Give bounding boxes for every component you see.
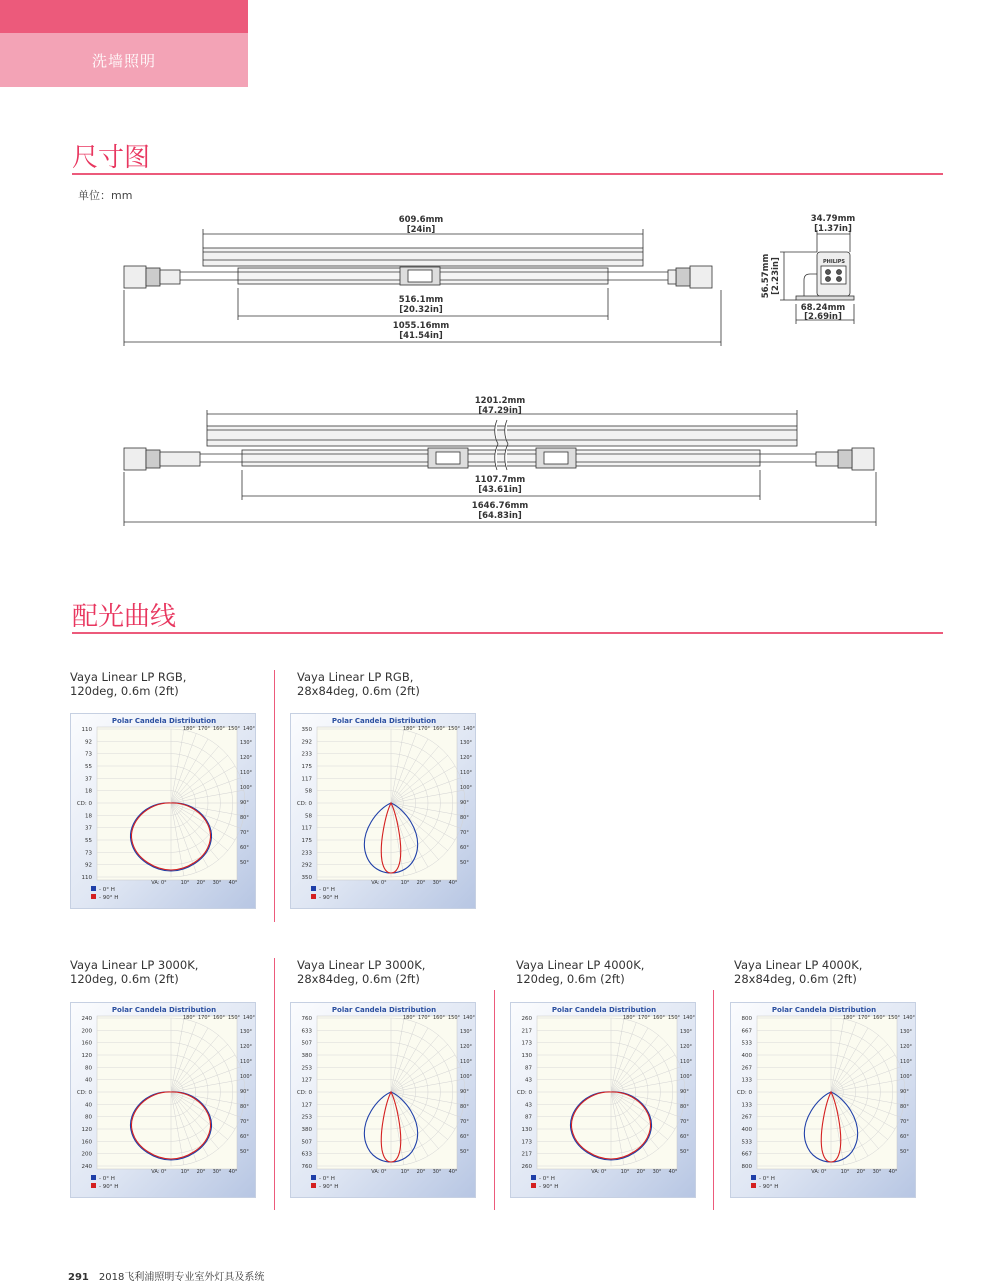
angle-label: VA: 0° [811, 1169, 827, 1175]
angle-label: 100° [900, 1074, 913, 1080]
cd-tick-label: 200 [81, 1151, 92, 1158]
cd-tick-label: 760 [301, 1164, 312, 1170]
angle-label: 180° [402, 726, 416, 732]
legend-label: - 0° H [319, 1176, 335, 1182]
angle-label: 20° [636, 1169, 646, 1175]
polar-chart [291, 714, 477, 910]
cd-tick-label: 240 [81, 1016, 92, 1022]
chart-caption [734, 958, 934, 986]
chart-title: Polar Candela Distribution [111, 1006, 217, 1014]
cd-tick-label: 217 [521, 1028, 532, 1035]
cd-tick-label: 40 [85, 1102, 92, 1109]
dim1-bot-in: [41.54in] [399, 331, 443, 341]
cd-tick-label: 92 [85, 862, 92, 869]
page-number: 291 [68, 1272, 89, 1283]
cd-tick-label: 127 [301, 1077, 312, 1084]
angle-label: 160° [872, 1015, 886, 1021]
chart-caption-line2: 120deg, 0.6m (2ft) [70, 684, 179, 698]
angle-label: 30° [432, 1169, 442, 1175]
angle-label: 10° [400, 1169, 410, 1175]
legend-label: - 0° H [99, 887, 115, 893]
angle-label: 40° [668, 1169, 678, 1175]
angle-label: 160° [212, 1015, 226, 1021]
separator [274, 958, 275, 1210]
cd-tick-label: CD: 0 [296, 1090, 312, 1096]
cd-tick-label: 667 [741, 1151, 752, 1158]
angle-label: 120° [460, 755, 473, 761]
angle-label: 130° [240, 740, 253, 746]
angle-label: 150° [447, 726, 461, 732]
angle-label: 170° [197, 1015, 211, 1021]
angle-label: 10° [840, 1169, 850, 1175]
angle-label: VA: 0° [591, 1169, 607, 1175]
angle-label: 140° [462, 726, 476, 732]
dim2-bot-mm: 1646.76mm [471, 501, 529, 511]
angle-label: 70° [460, 1119, 469, 1125]
cd-tick-label: 267 [741, 1065, 752, 1072]
angle-label: 90° [680, 1089, 689, 1095]
cd-tick-label: 633 [301, 1028, 312, 1035]
chart-caption-line2: 120deg, 0.6m (2ft) [70, 972, 179, 986]
legend-swatch [751, 1175, 756, 1180]
dim1-base-mm: 68.24mm [800, 303, 846, 313]
photometric-title: 配光曲线 [72, 602, 177, 632]
publication-title: 2018飞利浦照明专业室外灯具及系统 [98, 1272, 265, 1283]
legend-swatch [91, 894, 96, 899]
cd-tick-label: 18 [85, 813, 92, 820]
angle-label: VA: 0° [371, 1169, 387, 1175]
angle-label: 140° [682, 1015, 696, 1021]
chart-caption-line1: Vaya Linear LP 3000K, [70, 958, 199, 972]
angle-label: 20° [856, 1169, 866, 1175]
angle-label: 180° [182, 1015, 196, 1021]
angle-label: 160° [432, 726, 446, 732]
polar-chart-panel [290, 1002, 476, 1198]
dim2-top-mm: 1201.2mm [474, 396, 526, 406]
angle-label: VA: 0° [151, 880, 167, 886]
angle-label: 40° [448, 1169, 458, 1175]
chart-title: Polar Candela Distribution [331, 717, 437, 725]
cd-tick-label: 400 [741, 1127, 752, 1133]
angle-label: 20° [196, 880, 206, 886]
angle-label: 100° [460, 1074, 473, 1080]
chart-title: Polar Candela Distribution [551, 1006, 657, 1014]
chart-title: Polar Candela Distribution [771, 1006, 877, 1014]
chart-caption-line2: 28x84deg, 0.6m (2ft) [297, 972, 420, 986]
dim1-mid-mm: 516.1mm [398, 295, 444, 305]
angle-label: 50° [680, 1149, 689, 1155]
dim2-bot-in: [64.83in] [478, 511, 522, 521]
angle-label: 120° [240, 1044, 253, 1050]
chart-caption-line1: Vaya Linear LP RGB, [297, 670, 414, 684]
angle-label: 40° [228, 1169, 238, 1175]
angle-label: 70° [900, 1119, 909, 1125]
angle-label: 120° [900, 1044, 913, 1050]
dim1-bot-mm: 1055.16mm [392, 321, 450, 331]
angle-label: 130° [460, 740, 473, 746]
angle-label: 50° [240, 860, 249, 866]
polar-chart [291, 1003, 477, 1199]
angle-label: 90° [240, 800, 249, 806]
polar-chart-panel [730, 1002, 916, 1198]
cd-tick-label: 217 [521, 1151, 532, 1158]
angle-label: 140° [242, 1015, 256, 1021]
angle-label: 150° [887, 1015, 901, 1021]
cd-tick-label: CD: 0 [296, 801, 312, 807]
angle-label: 140° [242, 726, 256, 732]
angle-label: 50° [460, 1149, 469, 1155]
cd-tick-label: 233 [301, 751, 312, 758]
cd-tick-label: 173 [521, 1040, 532, 1047]
angle-label: 10° [180, 880, 190, 886]
angle-label: 10° [400, 880, 410, 886]
legend-swatch [311, 1183, 316, 1188]
dim1-mid-in: [20.32in] [399, 305, 443, 315]
cd-tick-label: CD: 0 [76, 1090, 92, 1096]
legend-label: - 90° H [319, 895, 339, 901]
cd-tick-label: 253 [301, 1065, 312, 1072]
cd-tick-label: 267 [741, 1114, 752, 1121]
angle-label: 170° [637, 1015, 651, 1021]
cd-tick-label: 18 [85, 788, 92, 795]
cd-tick-label: 117 [301, 776, 312, 783]
angle-label: 20° [416, 880, 426, 886]
cd-tick-label: CD: 0 [516, 1090, 532, 1096]
angle-label: 180° [842, 1015, 856, 1021]
chart-caption-line2: 120deg, 0.6m (2ft) [516, 972, 625, 986]
cd-tick-label: 633 [301, 1151, 312, 1158]
cd-tick-label: 43 [525, 1102, 532, 1109]
dim1-width-mm: 34.79mm [810, 214, 856, 224]
cd-tick-label: 667 [741, 1028, 752, 1035]
dim1-top-in: [24in] [406, 225, 436, 235]
angle-label: 170° [197, 726, 211, 732]
photometric-rule [72, 632, 943, 634]
legend-swatch [91, 1175, 96, 1180]
cd-tick-label: 175 [301, 838, 312, 844]
angle-label: 30° [432, 880, 442, 886]
chart-caption [516, 958, 716, 986]
dimension-drawing [0, 0, 1000, 540]
legend-label: - 0° H [759, 1176, 775, 1182]
angle-label: 50° [900, 1149, 909, 1155]
angle-label: 40° [448, 880, 458, 886]
legend-label: - 0° H [99, 1176, 115, 1182]
angle-label: 160° [212, 726, 226, 732]
angle-label: 70° [240, 1119, 249, 1125]
legend-swatch [531, 1175, 536, 1180]
angle-label: 110° [900, 1059, 913, 1065]
angle-label: 150° [227, 726, 241, 732]
cd-tick-label: 110 [81, 875, 92, 881]
angle-label: 100° [240, 785, 253, 791]
cd-tick-label: 73 [85, 850, 92, 857]
angle-label: 80° [240, 1104, 249, 1110]
angle-label: 110° [240, 770, 253, 776]
chart-caption-line1: Vaya Linear LP 4000K, [516, 958, 645, 972]
chart-title: Polar Candela Distribution [331, 1006, 437, 1014]
angle-label: 100° [680, 1074, 693, 1080]
angle-label: 30° [212, 880, 222, 886]
angle-label: VA: 0° [151, 1169, 167, 1175]
cd-tick-label: 58 [305, 788, 312, 795]
cd-tick-label: 160 [81, 1139, 92, 1146]
cd-tick-label: 120 [81, 1127, 92, 1133]
dim1-top-mm: 609.6mm [398, 215, 444, 225]
polar-chart [511, 1003, 697, 1199]
cd-tick-label: 160 [81, 1040, 92, 1047]
angle-label: 70° [460, 830, 469, 836]
angle-label: 180° [402, 1015, 416, 1021]
angle-label: 50° [460, 860, 469, 866]
angle-label: 90° [460, 1089, 469, 1095]
legend-swatch [91, 886, 96, 891]
angle-label: 70° [240, 830, 249, 836]
cd-tick-label: 200 [81, 1028, 92, 1035]
chart-caption-line1: Vaya Linear LP RGB, [70, 670, 187, 684]
angle-label: 170° [417, 726, 431, 732]
cd-tick-label: 175 [301, 764, 312, 770]
legend-label: - 90° H [319, 1184, 339, 1190]
polar-chart [71, 1003, 257, 1199]
angle-label: 60° [900, 1134, 909, 1140]
angle-label: 80° [900, 1104, 909, 1110]
chart-caption-line1: Vaya Linear LP 4000K, [734, 958, 863, 972]
angle-label: 20° [196, 1169, 206, 1175]
dimensions-title: 尺寸图 [72, 143, 151, 173]
cd-tick-label: CD: 0 [736, 1090, 752, 1096]
legend-label: - 90° H [99, 895, 119, 901]
angle-label: 90° [900, 1089, 909, 1095]
legend-label: - 90° H [759, 1184, 779, 1190]
cd-tick-label: 292 [301, 862, 312, 869]
cd-tick-label: 120 [81, 1053, 92, 1059]
angle-label: 80° [460, 815, 469, 821]
cd-tick-label: 260 [521, 1164, 532, 1170]
angle-label: 10° [180, 1169, 190, 1175]
angle-label: 30° [212, 1169, 222, 1175]
legend-swatch [91, 1183, 96, 1188]
cd-tick-label: 37 [85, 825, 92, 832]
cd-tick-label: CD: 0 [76, 801, 92, 807]
cd-tick-label: 240 [81, 1164, 92, 1170]
separator [713, 990, 714, 1210]
angle-label: 110° [460, 1059, 473, 1065]
cd-tick-label: 350 [301, 727, 312, 733]
cd-tick-label: 133 [741, 1077, 752, 1084]
cd-tick-label: 58 [305, 813, 312, 820]
cd-tick-label: 133 [741, 1102, 752, 1109]
angle-label: 50° [240, 1149, 249, 1155]
dim2-mid-in: [43.61in] [478, 485, 522, 495]
cd-tick-label: 253 [301, 1114, 312, 1121]
angle-label: 130° [460, 1029, 473, 1035]
angle-label: 80° [460, 1104, 469, 1110]
angle-label: 80° [680, 1104, 689, 1110]
angle-label: 120° [680, 1044, 693, 1050]
legend-label: - 90° H [539, 1184, 559, 1190]
angle-label: 60° [240, 1134, 249, 1140]
cd-tick-label: 73 [85, 751, 92, 758]
angle-label: 90° [240, 1089, 249, 1095]
angle-label: 140° [462, 1015, 476, 1021]
legend-label: - 0° H [319, 887, 335, 893]
separator [494, 990, 495, 1210]
cd-tick-label: 92 [85, 739, 92, 746]
legend-swatch [311, 894, 316, 899]
cd-tick-label: 533 [741, 1040, 752, 1047]
angle-label: 170° [857, 1015, 871, 1021]
angle-label: 70° [680, 1119, 689, 1125]
angle-label: 130° [900, 1029, 913, 1035]
separator [274, 670, 275, 922]
angle-label: 20° [416, 1169, 426, 1175]
brand-mark: PHILIPS [822, 259, 846, 265]
cd-tick-label: 40 [85, 1077, 92, 1084]
cd-tick-label: 87 [525, 1065, 532, 1072]
chart-caption [70, 670, 270, 698]
cd-tick-label: 800 [741, 1016, 752, 1022]
legend-label: - 0° H [539, 1176, 555, 1182]
angle-label: 180° [622, 1015, 636, 1021]
angle-label: 150° [667, 1015, 681, 1021]
polar-chart [71, 714, 257, 910]
dim1-height-in: [2.23in] [771, 257, 781, 295]
angle-label: 120° [460, 1044, 473, 1050]
angle-label: 160° [432, 1015, 446, 1021]
dim1-height-mm: 56.57mm [761, 253, 771, 299]
dim2-mid-mm: 1107.7mm [474, 475, 526, 485]
chart-caption [70, 958, 270, 986]
angle-label: 130° [680, 1029, 693, 1035]
angle-label: 170° [417, 1015, 431, 1021]
cd-tick-label: 130 [521, 1053, 532, 1059]
angle-label: 150° [447, 1015, 461, 1021]
cd-tick-label: 117 [301, 825, 312, 832]
dim1-base-in: [2.69in] [804, 312, 842, 322]
legend-swatch [311, 886, 316, 891]
angle-label: 130° [240, 1029, 253, 1035]
legend-label: - 90° H [99, 1184, 119, 1190]
cd-tick-label: 507 [301, 1040, 312, 1047]
polar-chart-panel [510, 1002, 696, 1198]
chart-title: Polar Candela Distribution [111, 717, 217, 725]
chart-caption-line2: 28x84deg, 0.6m (2ft) [297, 684, 420, 698]
chart-caption-line2: 28x84deg, 0.6m (2ft) [734, 972, 857, 986]
angle-label: 40° [228, 880, 238, 886]
legend-swatch [311, 1175, 316, 1180]
angle-label: 180° [182, 726, 196, 732]
cd-tick-label: 110 [81, 727, 92, 733]
cd-tick-label: 260 [521, 1016, 532, 1022]
unit-label: 单位：mm [78, 189, 133, 202]
angle-label: 110° [680, 1059, 693, 1065]
angle-label: 90° [460, 800, 469, 806]
cd-tick-label: 37 [85, 776, 92, 783]
cd-tick-label: 350 [301, 875, 312, 881]
angle-label: 160° [652, 1015, 666, 1021]
cd-tick-label: 380 [301, 1127, 312, 1133]
angle-label: 120° [240, 755, 253, 761]
angle-label: 30° [652, 1169, 662, 1175]
cd-tick-label: 80 [85, 1065, 92, 1072]
angle-label: 100° [460, 785, 473, 791]
cd-tick-label: 533 [741, 1139, 752, 1146]
chart-caption [297, 958, 497, 986]
cd-tick-label: 80 [85, 1114, 92, 1121]
angle-label: 60° [680, 1134, 689, 1140]
cd-tick-label: 87 [525, 1114, 532, 1121]
angle-label: VA: 0° [371, 880, 387, 886]
angle-label: 110° [460, 770, 473, 776]
angle-label: 110° [240, 1059, 253, 1065]
angle-label: 60° [460, 1134, 469, 1140]
plot-area [317, 1016, 457, 1169]
angle-label: 80° [240, 815, 249, 821]
angle-label: 100° [240, 1074, 253, 1080]
polar-chart [731, 1003, 917, 1199]
cd-tick-label: 55 [85, 764, 92, 770]
polar-chart-panel [70, 713, 256, 909]
chart-caption-line1: Vaya Linear LP 3000K, [297, 958, 426, 972]
polar-chart-panel [70, 1002, 256, 1198]
cd-tick-label: 380 [301, 1053, 312, 1059]
cd-tick-label: 130 [521, 1127, 532, 1133]
cd-tick-label: 400 [741, 1053, 752, 1059]
polar-chart-panel [290, 713, 476, 909]
dim1-width-in: [1.37in] [814, 224, 852, 234]
plot-area [317, 727, 457, 880]
legend-swatch [531, 1183, 536, 1188]
plot-area [757, 1016, 897, 1169]
cd-tick-label: 760 [301, 1016, 312, 1022]
cd-tick-label: 233 [301, 850, 312, 857]
cd-tick-label: 55 [85, 838, 92, 844]
angle-label: 60° [460, 845, 469, 851]
cd-tick-label: 800 [741, 1164, 752, 1170]
angle-label: 60° [240, 845, 249, 851]
angle-label: 10° [620, 1169, 630, 1175]
dim2-top-in: [47.29in] [478, 406, 522, 416]
cd-tick-label: 127 [301, 1102, 312, 1109]
cd-tick-label: 43 [525, 1077, 532, 1084]
legend-swatch [751, 1183, 756, 1188]
cd-tick-label: 507 [301, 1139, 312, 1146]
category-label: 洗墙照明 [91, 51, 156, 70]
angle-label: 40° [888, 1169, 898, 1175]
angle-label: 140° [902, 1015, 916, 1021]
cd-tick-label: 173 [521, 1139, 532, 1146]
cd-tick-label: 292 [301, 739, 312, 746]
angle-label: 30° [872, 1169, 882, 1175]
chart-caption [297, 670, 497, 698]
angle-label: 150° [227, 1015, 241, 1021]
